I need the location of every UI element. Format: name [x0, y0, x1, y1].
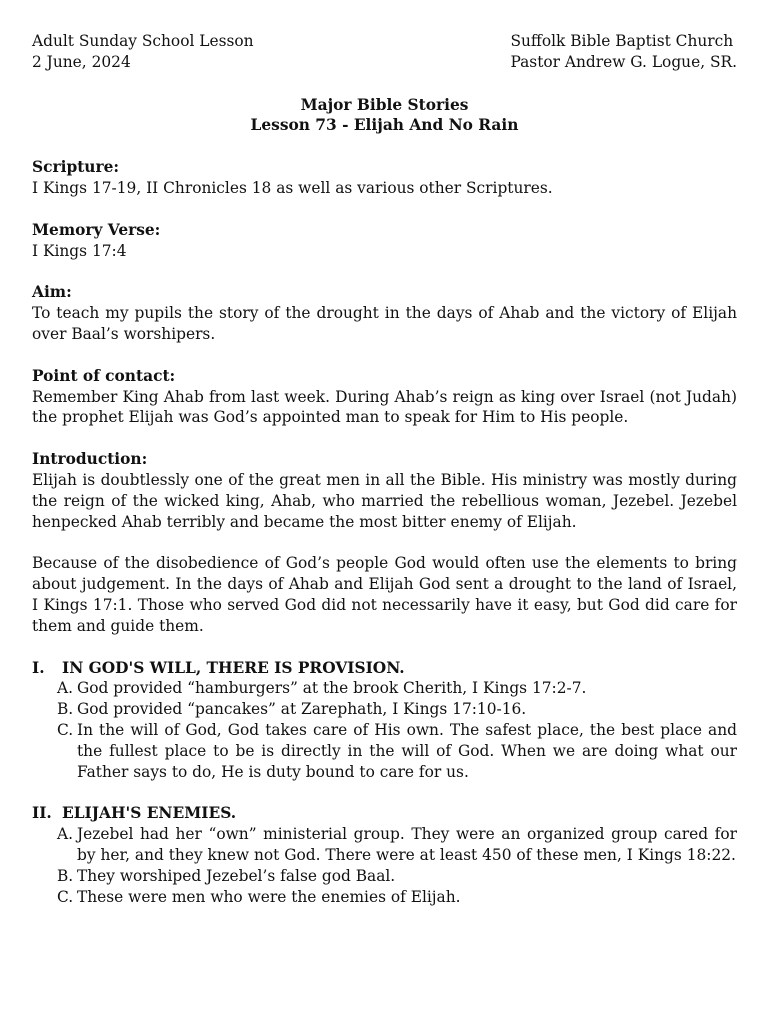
memory-verse-heading: Memory Verse:: [32, 220, 161, 239]
item-text: God provided “pancakes” at Zarephath, I Kings 17:10-16.: [77, 700, 527, 719]
document-header: [32, 31, 737, 73]
lesson-date: 2 June, 2024: [32, 52, 131, 71]
introduction-text: Elijah is doubtlessly one of the great men in all the Bible. His ministry was mostly during the reign of the wicked king, Ahab, who married the rebellious woman, Jezebel. Jezebel henpecked Ahab terribly and became the most bitter enemy of Elijah.: [32, 470, 737, 531]
outline-heading-1: [32, 658, 737, 679]
item-text: These were men who were the enemies of Elijah.: [77, 887, 461, 906]
outline-title: ELIJAH'S ENEMIES.: [62, 804, 237, 823]
outline-section-1: [32, 658, 737, 783]
series-title: Major Bible Stories: [300, 95, 469, 114]
aim-heading: Aim:: [32, 283, 72, 302]
item-letter: B.: [57, 700, 74, 719]
item-letter: C.: [57, 887, 74, 906]
introduction-heading: Introduction:: [32, 450, 148, 469]
church-name: Suffolk Bible Baptist Church: [510, 32, 734, 50]
header-left: [32, 31, 254, 73]
outline-numeral: I.: [32, 658, 45, 677]
item-text: Jezebel had her “own” ministerial group. They were an organized group cared for by her, and they knew not God. There were at least 450 of these men, I Kings 18:22.: [77, 825, 737, 864]
item-letter: A.: [57, 679, 74, 698]
point-of-contact-section: [32, 366, 737, 428]
outline-heading-2: [32, 803, 737, 824]
outline-items-1: [32, 678, 737, 782]
list-item: [32, 720, 737, 782]
outline-numeral: II.: [32, 804, 52, 823]
memory-verse-text: I Kings 17:4: [32, 241, 127, 260]
scripture-section: [32, 157, 737, 199]
aim-section: [32, 282, 737, 344]
list-item: [32, 699, 737, 720]
scripture-heading: Scripture:: [32, 158, 120, 177]
lesson-title: Lesson 73 - Elijah And No Rain: [250, 116, 519, 135]
outline-items-2: [32, 824, 737, 907]
list-item: [32, 887, 737, 908]
aim-text: To teach my pupils the story of the drought in the days of Ahab and the victory of Elijah over Baal’s worshipers.: [32, 304, 737, 343]
introduction-text-2: Because of the disobedience of God’s people God would often use the elements to bring about judgement. In the days of Ahab and Elijah God sent a drought to the land of Israel, I Kings 17:1. Those who served God did not necessarily have it easy, but God did care for them and guide them.: [32, 554, 737, 635]
title-block: [32, 95, 737, 137]
item-text: In the will of God, God takes care of His own. The safest place, the best place and the fullest place to be is directly in the will of God. When we are doing what our Father says to do, He is duty bound to care for us.: [77, 720, 737, 781]
list-item: [32, 866, 737, 887]
list-item: [32, 824, 737, 866]
point-of-contact-heading: Point of contact:: [32, 366, 176, 385]
outline-section-2: [32, 803, 737, 907]
item-text: God provided “hamburgers” at the brook Cherith, I Kings 17:2-7.: [77, 679, 587, 698]
item-letter: C.: [57, 720, 74, 739]
pastor-name: Pastor Andrew G. Logue, SR.: [510, 52, 737, 71]
point-of-contact-text: Remember King Ahab from last week. During Ahab’s reign as king over Israel (not Judah) the prophet Elijah was God’s appointed man to speak for Him to His people.: [32, 387, 737, 427]
item-text: They worshiped Jezebel’s false god Baal.: [77, 866, 396, 885]
lesson-page: [32, 31, 737, 907]
item-letter: B.: [57, 866, 74, 885]
header-right: [510, 31, 737, 73]
lesson-type: Adult Sunday School Lesson: [32, 32, 254, 50]
introduction-section: [32, 449, 737, 636]
list-item: [32, 678, 737, 699]
scripture-text: I Kings 17-19, II Chronicles 18 as well as various other Scriptures.: [32, 178, 553, 197]
item-letter: A.: [57, 825, 74, 844]
memory-verse-section: [32, 220, 737, 262]
outline-title: IN GOD'S WILL, THERE IS PROVISION.: [62, 658, 405, 677]
